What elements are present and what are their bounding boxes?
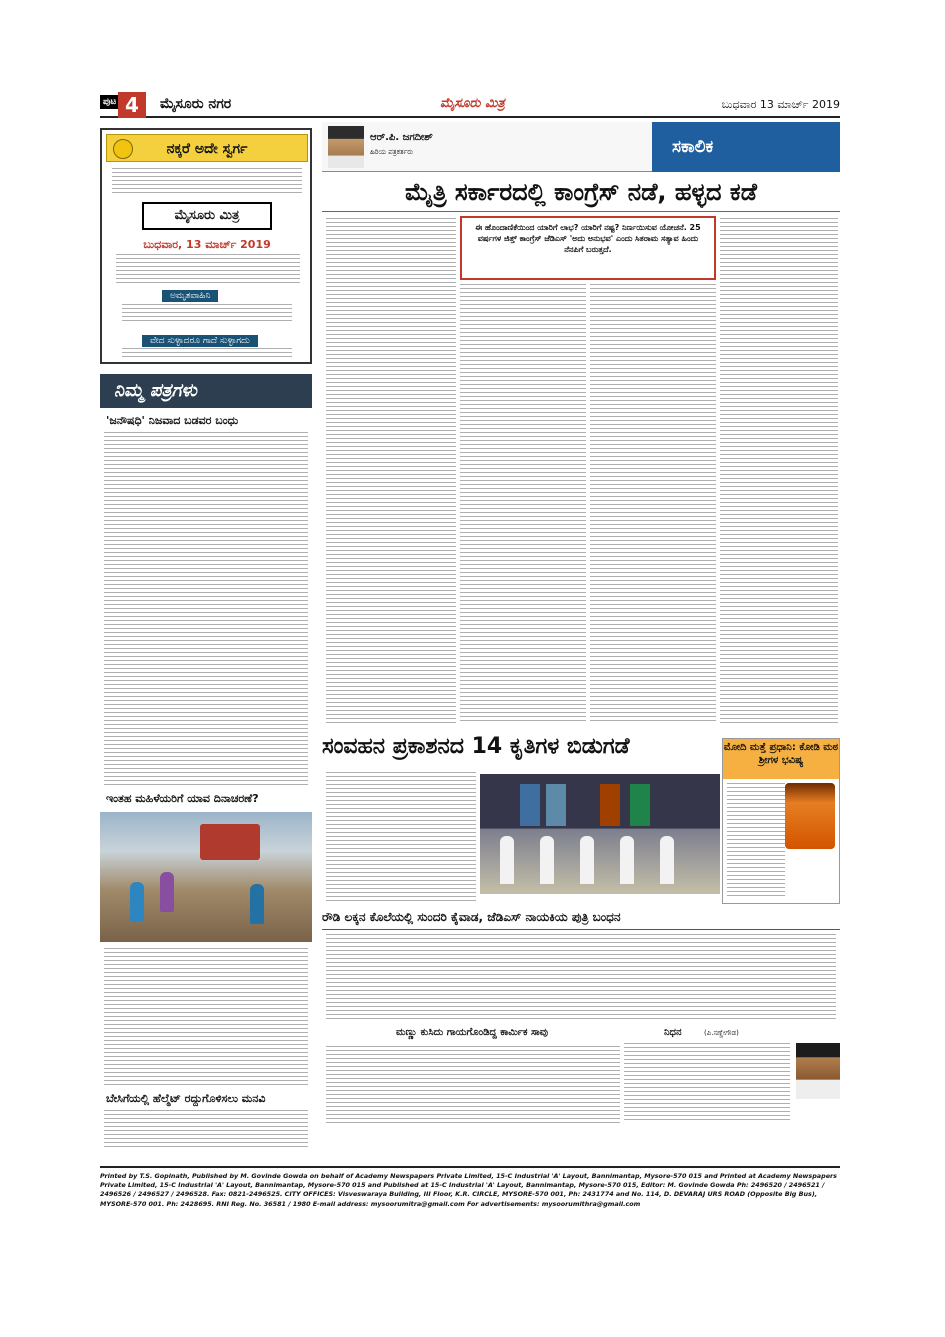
obit-title: ನಿಧನ [664, 1027, 682, 1038]
letter1-title: 'ಜನೌಷಧಿ' ನಿಜವಾದ ಬಡವರ ಬಂಧು [106, 414, 239, 427]
event-photo [480, 774, 720, 894]
person-figure [160, 872, 174, 912]
guest-figure [580, 836, 594, 884]
article-col-3 [590, 284, 716, 724]
letter3-body [104, 1110, 308, 1150]
pull-quote: ಈ ಹೊಂದಾಣಿಕೆಯಿಂದ ಯಾರಿಗೆ ಲಾಭ? ಯಾರಿಗೆ ನಷ್ಟ? ನಿರ್ಣಯಿಸುವ ಯೋಚನೆ. 25 ವರ್ಷಗಳ ಜಿತ್ತ್ ಕಾಂಗ್ರೆಸ್ ಜೆಡಿಎಸ್ 'ಅದು ಅನುಭವ' ಎಂದು ಸಿತರಾಮ ಸತ್ಯಾವ ಹಿಂದು ನೆನಪಿಗೆ ಬರುತ್ತದೆ. [460, 216, 716, 280]
letter3-title: ಬೇಸಿಗೆಯಲ್ಲಿ ಹೆಲ್ಮೆಟ್ ರದ್ದುಗೊಳಿಸಲು ಮನವಿ [106, 1092, 266, 1105]
poster-panel [600, 784, 620, 826]
newspaper-page [100, 92, 840, 1252]
letter1-body [104, 432, 308, 786]
page-number-box [100, 92, 156, 118]
imprint-footer: Printed by T.S. Gopinath, Published by M. Govinde Gowda on behalf of Academy Newspapers Private Limited, 15-C Industrial 'A' Layout, Bannimantap, Mysore-570 015 and Printed at Academy Newspapers Private Limited, 15-C Industrial 'A' Layout, Bannimantap, Mysore-570 015 and Published at 15-C Industrial 'A' Layout, Bannimantap, Mysore-570 015, Editor: M. Govinde Gowda Ph: 2496520 / 2496521 / 2496526 / 2496527 / 2496528. Fax: 0821-2496525. CITY OFFICES: Visveswaraya Building, III Floor, K.R. CIRCLE, MYSORE-570 001, Ph: 2431774 and No. 114, D. DEVARAJ URS ROAD (Opposite Big Bus), MYSORE-570 001. Ph: 2428695. RNI Reg. No. 36581 / 1980 E-mail address: mysoorumitra@gmail.com For advertisements: mysoorumithra@gmail.com [100, 1166, 840, 1250]
sage-title: ಮೋದಿ ಮತ್ತೆ ಪ್ರಧಾನಿ: ಕೋಡಿ ಮಠ ಶ್ರೀಗಳ ಭವಿಷ್ಯ [723, 739, 839, 779]
letters-header: ನಿಮ್ಮ ಪತ್ರಗಳು [100, 374, 312, 408]
header-date: ಬುಧವಾರ 13 ಮಾರ್ಚ್ 2019 [721, 98, 840, 111]
article-col-1 [326, 218, 456, 724]
obit-subtitle: (ಪಿ.ಸಣ್ಣೇಗೌಡ) [704, 1029, 739, 1037]
veda-label: ವೇದ ಸುಳ್ಳಾದರೂ ಗಾದೆ ಸುಳ್ಳಾಗದು [142, 335, 258, 347]
author-band [322, 122, 840, 172]
author-name: ಆರ್.ಪಿ. ಜಗದೀಶ್ [370, 132, 433, 143]
page-header [100, 92, 840, 118]
sage-box [722, 738, 840, 904]
guest-figure [620, 836, 634, 884]
humor-title: ನಕ್ಕರೆ ಅದೇ ಸ್ವರ್ಗ [106, 134, 308, 162]
guest-figure [500, 836, 514, 884]
smiley-icon [113, 139, 133, 159]
poster-panel [630, 784, 650, 826]
main-headline: ಮೈತ್ರಿ ಸರ್ಕಾರದಲ್ಲಿ ಕಾಂಗ್ರೆಸ್ ನಡೆ, ಹಳ್ಳದ ಕಡೆ [322, 172, 840, 212]
poster-panel [520, 784, 540, 826]
story2-headline: ಸಂವಹನ ಪ್ರಕಾಶನದ 14 ಕೃತಿಗಳ ಬಿಡುಗಡೆ [322, 734, 630, 759]
guest-figure [660, 836, 674, 884]
masthead: ಮೈಸೂರು ಮಿತ್ರ [440, 96, 505, 111]
author-photo [328, 126, 364, 168]
article-col-4 [720, 218, 838, 724]
issue-date: ಬುಧವಾರ, 13 ಮಾರ್ಚ್ 2019 [143, 238, 271, 251]
page-label: ಪುಟ [100, 95, 119, 109]
story3-headline: ರೌಡಿ ಲಕ್ಕನ ಕೊಲೆಯಲ್ಲಿ ಸುಂದರಿ ಕೈವಾಡ, ಜೆಡಿಎಸ್ ನಾಯಕಿಯ ಪುತ್ರಿ ಬಂಧನ [322, 910, 840, 930]
person-figure [250, 884, 264, 924]
paper-name-box: ಮೈಸೂರು ಮಿತ್ರ [142, 202, 272, 230]
story3-body [326, 934, 836, 1022]
obit-photo [796, 1043, 840, 1099]
amrita-label: ಅಮೃತವಾಹಿನಿ [162, 290, 218, 302]
sage-text [727, 783, 785, 899]
bus-shape [200, 824, 260, 860]
women-workers-photo [100, 812, 312, 942]
amrita-text [122, 304, 292, 324]
humor-box [100, 128, 312, 364]
person-figure [130, 882, 144, 922]
section-title: ಮೈಸೂರು ನಗರ [160, 96, 232, 112]
guest-figure [540, 836, 554, 884]
issue-details [116, 254, 300, 284]
story4-headline: ಮಣ್ಣು ಕುಸಿದು ಗಾಯಗೊಂಡಿದ್ದ ಕಾರ್ಮಿಕ ಸಾವು [396, 1027, 548, 1038]
veda-text [122, 348, 292, 360]
letter2-title: ಇಂತಹ ಮಹಿಳೆಯರಿಗೆ ಯಾವ ದಿನಾಚರಣೆ? [106, 792, 259, 805]
author-role: ಹಿರಿಯ ಪತ್ರಕರ್ತರು [370, 148, 414, 156]
story2-col-1 [326, 772, 476, 902]
obituary-box [624, 1027, 840, 1127]
humor-text [112, 168, 302, 196]
article-col-2 [460, 284, 586, 724]
poster-panel [546, 784, 566, 826]
letter2-body [104, 948, 308, 1088]
obit-text [624, 1043, 790, 1123]
swami-photo [785, 783, 835, 849]
story4-body [326, 1046, 620, 1126]
column-label: ಸಕಾಲಿಕ [652, 122, 840, 172]
page-number: 4 [118, 92, 146, 118]
